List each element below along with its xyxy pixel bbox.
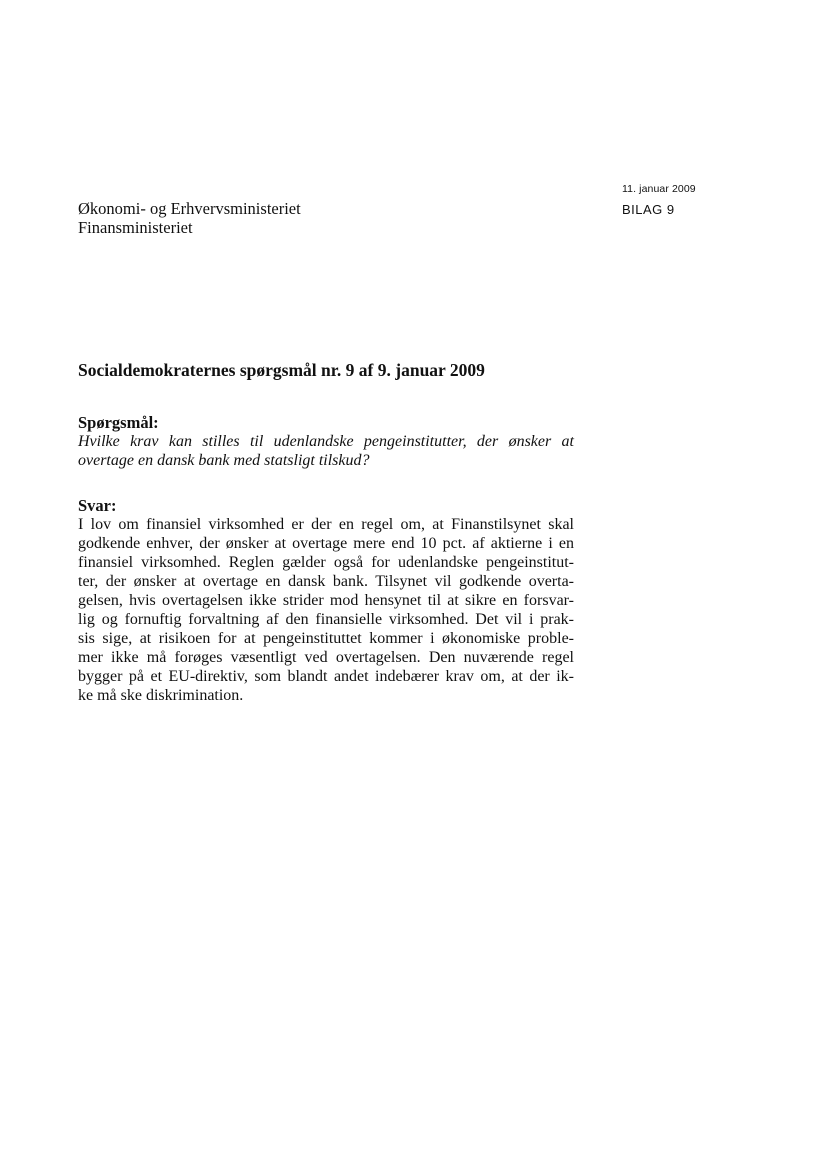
answer-text	[78, 515, 574, 705]
answer-line: godkende enhver, der ønsker at overtage mere end 10 pct. af aktierne i en	[78, 535, 574, 552]
answer-line: ke må ske diskrimination.	[78, 687, 244, 704]
appendix-label: BILAG 9	[622, 202, 675, 217]
question-heading: Spørgsmål:	[78, 413, 159, 432]
answer-heading: Svar:	[78, 496, 117, 515]
answer-line: gelsen, hvis overtagelsen ikke strider mod hensynet til at sikre en forsvar-	[78, 592, 574, 609]
recipient-ministry-2: Finansministeriet	[78, 218, 193, 237]
answer-line: lig og fornuftig forvaltning af den finansielle virksomhed. Det vil i prak-	[78, 611, 574, 628]
answer-line: finansiel virksomhed. Reglen gælder også for udenlandske pengeinstitut-	[78, 554, 574, 571]
answer-section	[78, 496, 574, 705]
answer-line: I lov om finansiel virksomhed er der en regel om, at Finanstilsynet skal	[78, 516, 574, 533]
answer-line: mer ikke må forøges væsentligt ved overtagelsen. Den nuværende regel	[78, 649, 574, 666]
answer-line: ter, der ønsker at overtage en dansk bank. Tilsynet vil godkende overta-	[78, 573, 574, 590]
question-line: Hvilke krav kan stilles til udenlandske pengeinstitutter, der ønsker at	[78, 433, 574, 450]
document-header-meta	[622, 183, 742, 218]
question-text	[78, 432, 574, 470]
recipient-block	[78, 199, 301, 237]
answer-line: sis sige, at risikoen for at pengeinstituttet kommer i økonomiske proble-	[78, 630, 574, 647]
document-title: Socialdemokraternes spørgsmål nr. 9 af 9. januar 2009	[78, 360, 485, 380]
document-date: 11. januar 2009	[622, 183, 696, 195]
recipient-ministry-1: Økonomi- og Erhvervsministeriet	[78, 199, 301, 218]
question-section	[78, 413, 574, 470]
question-line: overtage en dansk bank med statsligt tilskud?	[78, 452, 370, 469]
answer-line: bygger på et EU-direktiv, som blandt andet indebærer krav om, at der ik-	[78, 668, 574, 685]
